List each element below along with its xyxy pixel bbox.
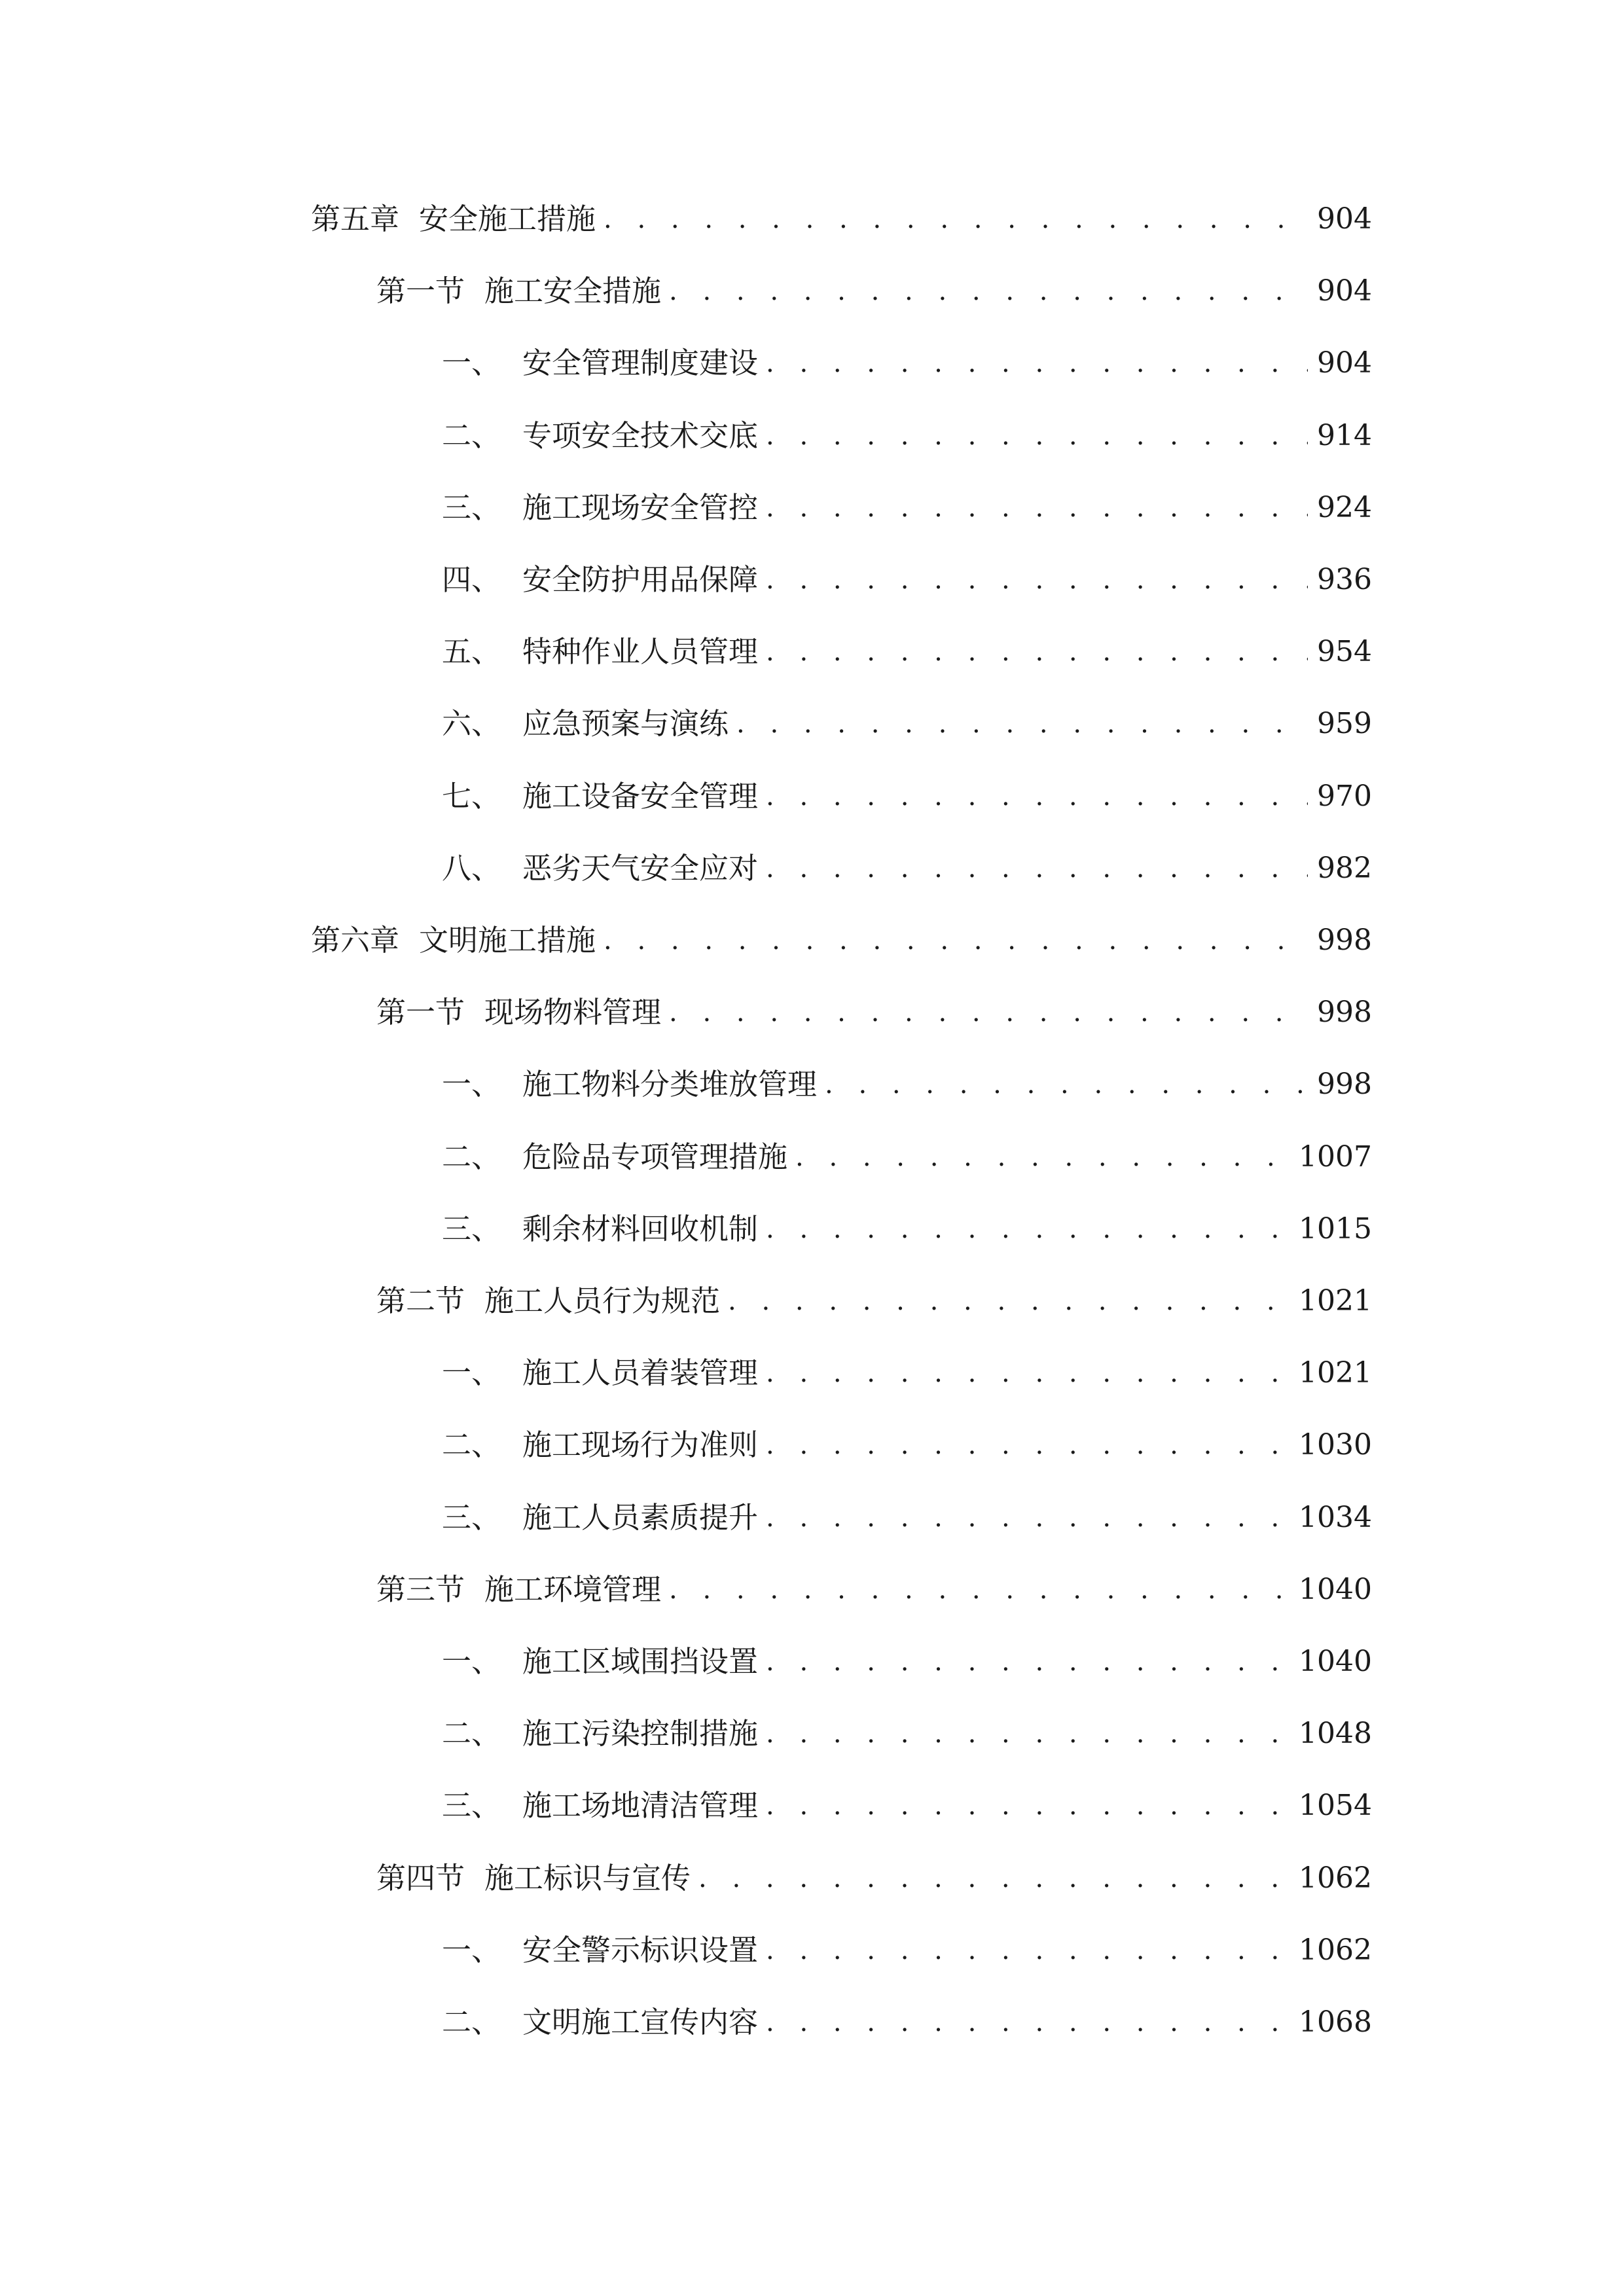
toc-entry-number: 一、 bbox=[442, 346, 501, 380]
toc-entry-page-number: 1007 bbox=[1299, 1140, 1372, 1174]
toc-entry-number: 一、 bbox=[442, 1067, 501, 1102]
toc-entry[interactable] bbox=[442, 1350, 1372, 1396]
dot-leader bbox=[669, 1567, 1290, 1613]
toc-entry-number: 六、 bbox=[442, 706, 501, 741]
toc-entry[interactable] bbox=[442, 629, 1372, 675]
toc-entry[interactable] bbox=[442, 701, 1372, 747]
toc-entry-page-number: 924 bbox=[1317, 491, 1372, 524]
toc-entry[interactable] bbox=[442, 1422, 1372, 1468]
toc-entry[interactable] bbox=[442, 1134, 1372, 1180]
toc-entry[interactable] bbox=[442, 1639, 1372, 1685]
dot-leader bbox=[766, 1711, 1290, 1757]
toc-entry-number: 三、 bbox=[442, 490, 501, 525]
toc-entry-title: 施工污染控制措施 bbox=[522, 1716, 759, 1751]
toc-entry-number: 八、 bbox=[442, 851, 501, 886]
toc-entry-title: 危险品专项管理措施 bbox=[522, 1139, 788, 1174]
toc-entry-page-number: 904 bbox=[1317, 346, 1372, 380]
toc-entry[interactable] bbox=[442, 1206, 1372, 1252]
toc-entry-page-number: 1068 bbox=[1299, 2005, 1372, 2039]
toc-entry-page-number: 936 bbox=[1317, 563, 1372, 596]
dot-leader bbox=[766, 846, 1308, 891]
toc-entry-number: 第五章 bbox=[311, 202, 400, 236]
toc-entry[interactable] bbox=[311, 918, 1372, 963]
toc-entry-title: 恶劣天气安全应对 bbox=[522, 851, 759, 886]
toc-entry-page-number: 904 bbox=[1317, 274, 1372, 308]
dot-leader bbox=[766, 1350, 1290, 1396]
toc-entry-number: 三、 bbox=[442, 1500, 501, 1535]
toc-entry-page-number: 970 bbox=[1317, 780, 1372, 813]
toc-entry[interactable] bbox=[442, 1783, 1372, 1829]
toc-entry-title: 施工人员素质提升 bbox=[522, 1500, 759, 1535]
toc-entry-page-number: 998 bbox=[1317, 1067, 1372, 1101]
toc-entry-number: 第一节 bbox=[376, 274, 465, 308]
toc-entry-number: 二、 bbox=[442, 2005, 501, 2039]
toc-entry[interactable] bbox=[376, 1856, 1372, 1901]
toc-entry-title: 施工环境管理 bbox=[484, 1572, 662, 1607]
dot-leader bbox=[766, 1639, 1290, 1685]
toc-entry-page-number: 1054 bbox=[1299, 1789, 1372, 1822]
dot-leader bbox=[669, 990, 1308, 1035]
dot-leader bbox=[698, 1856, 1290, 1901]
toc-entry-title: 安全施工措施 bbox=[419, 202, 596, 236]
toc-entry[interactable] bbox=[376, 268, 1372, 314]
toc-entry-title: 施工物料分类堆放管理 bbox=[522, 1067, 818, 1102]
toc-entry-title: 施工人员行为规范 bbox=[484, 1283, 721, 1318]
toc-entry-title: 现场物料管理 bbox=[484, 995, 662, 1030]
dot-leader bbox=[728, 1278, 1290, 1324]
toc-entry-page-number: 1040 bbox=[1299, 1573, 1372, 1606]
dot-leader bbox=[766, 1928, 1290, 1973]
toc-entry-number: 四、 bbox=[442, 562, 501, 597]
toc-entry[interactable] bbox=[376, 1567, 1372, 1613]
toc-entry[interactable] bbox=[442, 557, 1372, 603]
toc-entry-page-number: 1048 bbox=[1299, 1717, 1372, 1750]
dot-leader bbox=[766, 340, 1308, 386]
toc-entry-title: 施工场地清洁管理 bbox=[522, 1788, 759, 1823]
toc-entry-number: 三、 bbox=[442, 1211, 501, 1246]
toc-entry-title: 专项安全技术交底 bbox=[522, 418, 759, 453]
toc-entry-number: 五、 bbox=[442, 634, 501, 669]
toc-entry[interactable] bbox=[442, 1495, 1372, 1541]
toc-entry-title: 施工安全措施 bbox=[484, 274, 662, 308]
toc-entry-title: 安全管理制度建设 bbox=[522, 346, 759, 380]
toc-entry[interactable] bbox=[442, 413, 1372, 459]
toc-entry-page-number: 998 bbox=[1317, 996, 1372, 1029]
dot-leader bbox=[669, 268, 1308, 314]
dot-leader bbox=[766, 1495, 1290, 1541]
toc-entry-number: 一、 bbox=[442, 1644, 501, 1679]
toc-entry-page-number: 954 bbox=[1317, 635, 1372, 668]
dot-leader bbox=[766, 1422, 1290, 1468]
toc-entry-page-number: 1030 bbox=[1299, 1428, 1372, 1462]
toc-entry-number: 二、 bbox=[442, 1716, 501, 1751]
toc-entry-number: 二、 bbox=[442, 1427, 501, 1462]
dot-leader bbox=[766, 413, 1308, 459]
toc-entry-page-number: 1062 bbox=[1299, 1861, 1372, 1895]
toc-entry-number: 二、 bbox=[442, 418, 501, 453]
toc-entry-title: 安全警示标识设置 bbox=[522, 1933, 759, 1967]
dot-leader bbox=[766, 557, 1308, 603]
toc-entry-title: 施工现场行为准则 bbox=[522, 1427, 759, 1462]
toc-entry[interactable] bbox=[442, 1711, 1372, 1757]
dot-leader bbox=[766, 1783, 1290, 1829]
toc-entry-title: 剩余材料回收机制 bbox=[522, 1211, 759, 1246]
toc-entry-number: 三、 bbox=[442, 1788, 501, 1823]
toc-entry[interactable] bbox=[442, 2000, 1372, 2045]
toc-entry-page-number: 998 bbox=[1317, 924, 1372, 957]
dot-leader bbox=[766, 1206, 1290, 1252]
toc-entry-title: 施工现场安全管控 bbox=[522, 490, 759, 525]
toc-entry-page-number: 1021 bbox=[1299, 1284, 1372, 1318]
toc-entry-title: 施工标识与宣传 bbox=[484, 1861, 691, 1895]
toc-entry[interactable] bbox=[442, 846, 1372, 891]
dot-leader bbox=[736, 701, 1308, 747]
toc-entry-title: 施工设备安全管理 bbox=[522, 779, 759, 814]
dot-leader bbox=[604, 196, 1308, 242]
toc-entry-page-number: 1015 bbox=[1299, 1212, 1372, 1246]
toc-entry[interactable] bbox=[376, 1278, 1372, 1324]
dot-leader bbox=[604, 918, 1308, 963]
toc-entry-title: 施工人员着装管理 bbox=[522, 1355, 759, 1390]
dot-leader bbox=[766, 2000, 1290, 2045]
toc-entry-page-number: 904 bbox=[1317, 202, 1372, 236]
dot-leader bbox=[766, 774, 1308, 819]
toc-entry-page-number: 982 bbox=[1317, 852, 1372, 885]
toc-entry[interactable] bbox=[442, 1062, 1372, 1107]
toc-entry[interactable] bbox=[442, 485, 1372, 531]
toc-entry-number: 二、 bbox=[442, 1139, 501, 1174]
toc-entry-title: 安全防护用品保障 bbox=[522, 562, 759, 597]
dot-leader bbox=[766, 629, 1308, 675]
toc-entry-page-number: 1021 bbox=[1299, 1356, 1372, 1390]
toc-entry-number: 第三节 bbox=[376, 1572, 465, 1607]
toc-entry[interactable] bbox=[311, 196, 1372, 242]
toc-entry-page-number: 959 bbox=[1317, 707, 1372, 740]
toc-entry-number: 一、 bbox=[442, 1933, 501, 1967]
toc-entry-title: 施工区域围挡设置 bbox=[522, 1644, 759, 1679]
toc-entry[interactable] bbox=[442, 340, 1372, 386]
toc-entry[interactable] bbox=[376, 990, 1372, 1035]
toc-entry-page-number: 1034 bbox=[1299, 1501, 1372, 1534]
toc-entry-number: 七、 bbox=[442, 779, 501, 814]
toc-entry-title: 应急预案与演练 bbox=[522, 706, 729, 741]
toc-entry-number: 第四节 bbox=[376, 1861, 465, 1895]
toc-entry-title: 特种作业人员管理 bbox=[522, 634, 759, 669]
dot-leader bbox=[766, 485, 1308, 531]
toc-entry-title: 文明施工宣传内容 bbox=[522, 2005, 759, 2039]
toc-entry[interactable] bbox=[442, 1928, 1372, 1973]
toc-entry-number: 一、 bbox=[442, 1355, 501, 1390]
toc-entry-page-number: 1062 bbox=[1299, 1933, 1372, 1967]
toc-entry-number: 第六章 bbox=[311, 923, 400, 958]
toc-entry-number: 第一节 bbox=[376, 995, 465, 1030]
toc-entry-title: 文明施工措施 bbox=[419, 923, 596, 958]
toc-entry-page-number: 1040 bbox=[1299, 1645, 1372, 1678]
toc-entry-number: 第二节 bbox=[376, 1283, 465, 1318]
toc-entry[interactable] bbox=[442, 774, 1372, 819]
toc-entry-page-number: 914 bbox=[1317, 419, 1372, 452]
dot-leader bbox=[825, 1062, 1308, 1107]
dot-leader bbox=[795, 1134, 1290, 1180]
